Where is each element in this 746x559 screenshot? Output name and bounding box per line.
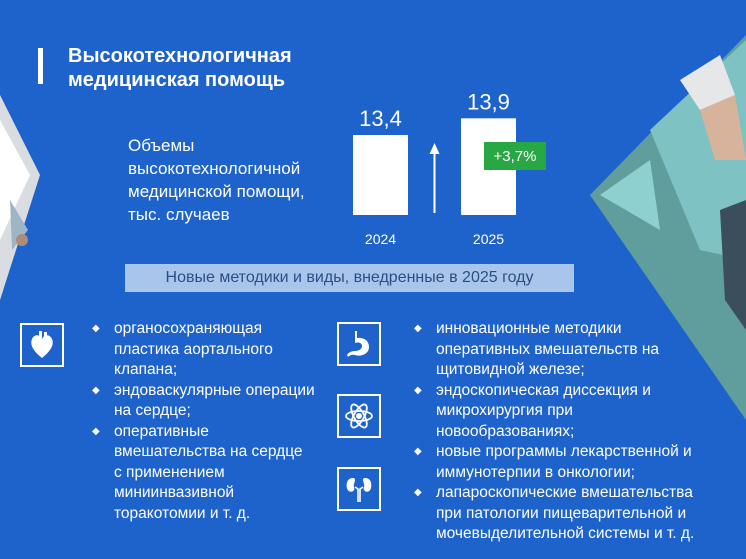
list-line: пластика аортального	[114, 340, 273, 358]
atom-icon-box	[337, 394, 381, 438]
bar-chart	[330, 80, 570, 255]
bar-value-label: 13,4	[359, 106, 402, 131]
title-line: медицинская помощь	[68, 69, 286, 91]
list-line: при патологии пищеварительной и	[436, 504, 687, 522]
caption-line: тыс. случаев	[128, 205, 230, 224]
list-line: инновационные методики	[436, 320, 622, 337]
list-item	[414, 442, 694, 483]
page-title	[68, 44, 292, 92]
list-line: микрохирургия при	[436, 402, 573, 419]
diamond-bullet-icon: ◆	[414, 384, 422, 396]
left-methods-list	[92, 319, 315, 524]
caption-line: Объемы	[128, 136, 195, 155]
list-line: эндоваскулярные операции	[114, 381, 315, 399]
list-line: вмешательства на сердце	[114, 443, 303, 460]
stomach-icon	[345, 329, 373, 359]
list-line: органосохраняющая	[114, 320, 263, 337]
list-line: эндоскопическая диссекция и	[436, 381, 651, 399]
list-line: мочевыделительной системы и т. д.	[436, 525, 695, 542]
title-accent-bar	[38, 48, 43, 84]
list-item	[92, 381, 315, 422]
list-item	[414, 483, 694, 545]
list-line: с применением	[114, 463, 225, 481]
title-line: Высокотехнологичная	[68, 45, 292, 67]
list-line: оперативных вмешательств на	[436, 340, 660, 358]
diamond-bullet-icon: ◆	[414, 323, 422, 334]
diamond-bullet-icon: ◆	[92, 425, 100, 437]
list-line: на сердце;	[114, 402, 191, 419]
growth-badge-label: +3,7%	[493, 148, 537, 165]
chart-caption	[128, 134, 305, 226]
right-methods-list	[414, 319, 694, 545]
list-line: лапароскопические вмешательства	[436, 484, 693, 501]
list-line: клапана;	[114, 361, 178, 378]
heart-icon-box	[20, 323, 64, 367]
diamond-bullet-icon: ◆	[414, 487, 422, 498]
stomach-icon-box	[337, 322, 381, 366]
list-item	[414, 319, 694, 381]
atom-icon	[344, 401, 374, 431]
list-line: торакотомии и т. д.	[114, 504, 251, 522]
kidneys-icon	[344, 474, 374, 504]
list-line: новые программы лекарственной и	[436, 443, 692, 460]
list-line: оперативные	[114, 422, 209, 440]
growth-arrow-head	[430, 143, 440, 154]
caption-line: высокотехнологичной	[128, 159, 301, 178]
list-line: новообразованиях;	[436, 422, 575, 440]
list-item	[92, 422, 315, 525]
list-line: иммунотерпии в онкологии;	[436, 463, 635, 481]
diamond-bullet-icon: ◆	[92, 323, 100, 334]
diamond-bullet-icon: ◆	[92, 384, 100, 396]
diamond-bullet-icon: ◆	[414, 446, 422, 457]
bar-value-label: 13,9	[467, 89, 510, 115]
category-label: 2024	[364, 231, 397, 247]
list-item	[92, 319, 315, 381]
list-item	[414, 381, 694, 443]
list-line: миниинвазивной	[114, 484, 235, 501]
caption-line: медицинской помощи,	[128, 182, 305, 201]
bar	[353, 135, 408, 215]
list-line: щитовидной железе;	[436, 361, 585, 378]
kidneys-icon-box	[337, 467, 381, 511]
category-label: 2025	[472, 231, 505, 247]
heart-icon	[28, 330, 56, 360]
section-banner: Новые методики и виды, внедренные в 2025 году	[125, 264, 574, 292]
